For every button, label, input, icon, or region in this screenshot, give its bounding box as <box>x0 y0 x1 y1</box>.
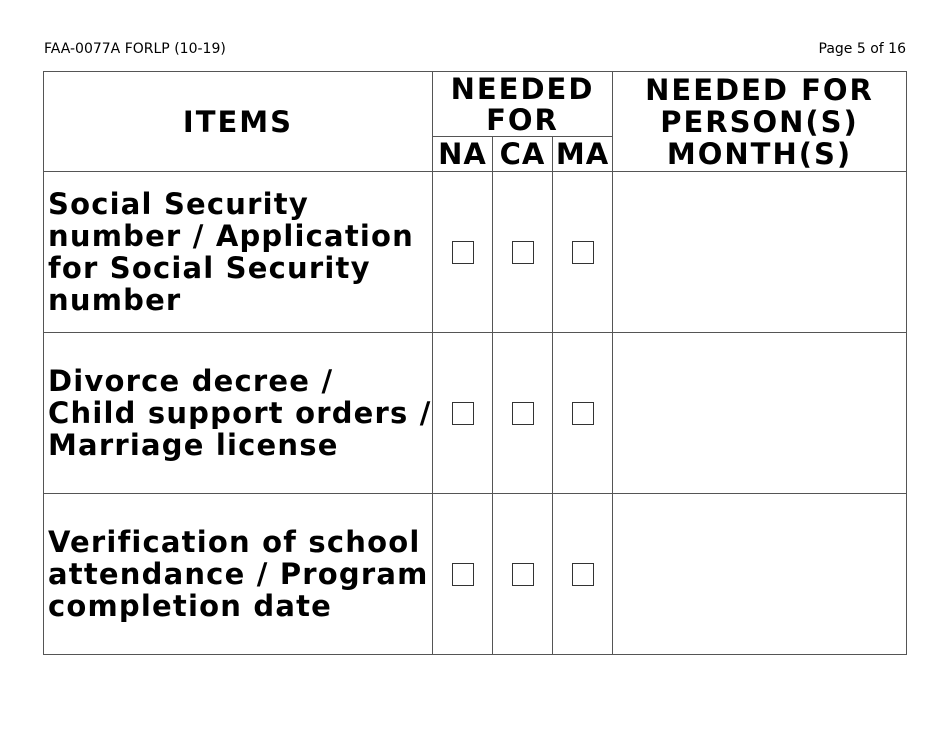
person-month-field[interactable] <box>613 172 907 333</box>
person-month-header <box>613 72 907 172</box>
ca-checkbox[interactable] <box>512 563 534 586</box>
ca-cell <box>493 172 553 333</box>
person-month-label: NEEDED FOR PERSON(S) MONTH(S) <box>645 73 874 171</box>
ma-cell <box>553 494 613 655</box>
table-row <box>44 172 907 333</box>
ca-header: CA <box>493 137 553 172</box>
documents-table <box>43 71 907 655</box>
ca-checkbox[interactable] <box>512 241 534 264</box>
ma-cell <box>553 172 613 333</box>
ma-checkbox[interactable] <box>572 241 594 264</box>
needed-for-header <box>433 72 613 137</box>
ca-checkbox[interactable] <box>512 402 534 425</box>
ca-cell <box>493 494 553 655</box>
needed-for-label: NEEDED FOR <box>450 72 595 137</box>
table-row <box>44 333 907 494</box>
table-row <box>44 494 907 655</box>
na-checkbox[interactable] <box>452 241 474 264</box>
person-month-field[interactable] <box>613 494 907 655</box>
person-month-field[interactable] <box>613 333 907 494</box>
ma-cell <box>553 333 613 494</box>
ma-header: MA <box>553 137 613 172</box>
na-header: NA <box>433 137 493 172</box>
items-header: ITEMS <box>44 72 433 172</box>
na-checkbox[interactable] <box>452 402 474 425</box>
na-cell <box>433 494 493 655</box>
item-label: Divorce decree / Child support orders / Marriage license <box>44 333 433 494</box>
ma-checkbox[interactable] <box>572 563 594 586</box>
item-label: Verification of school attendance / Program completion date <box>44 494 433 655</box>
item-label: Social Security number / Application for Social Security number <box>44 172 433 333</box>
ca-cell <box>493 333 553 494</box>
ma-checkbox[interactable] <box>572 402 594 425</box>
page-number: Page 5 of 16 <box>818 41 906 57</box>
form-id: FAA-0077A FORLP (10-19) <box>44 41 226 57</box>
na-cell <box>433 333 493 494</box>
na-checkbox[interactable] <box>452 563 474 586</box>
na-cell <box>433 172 493 333</box>
